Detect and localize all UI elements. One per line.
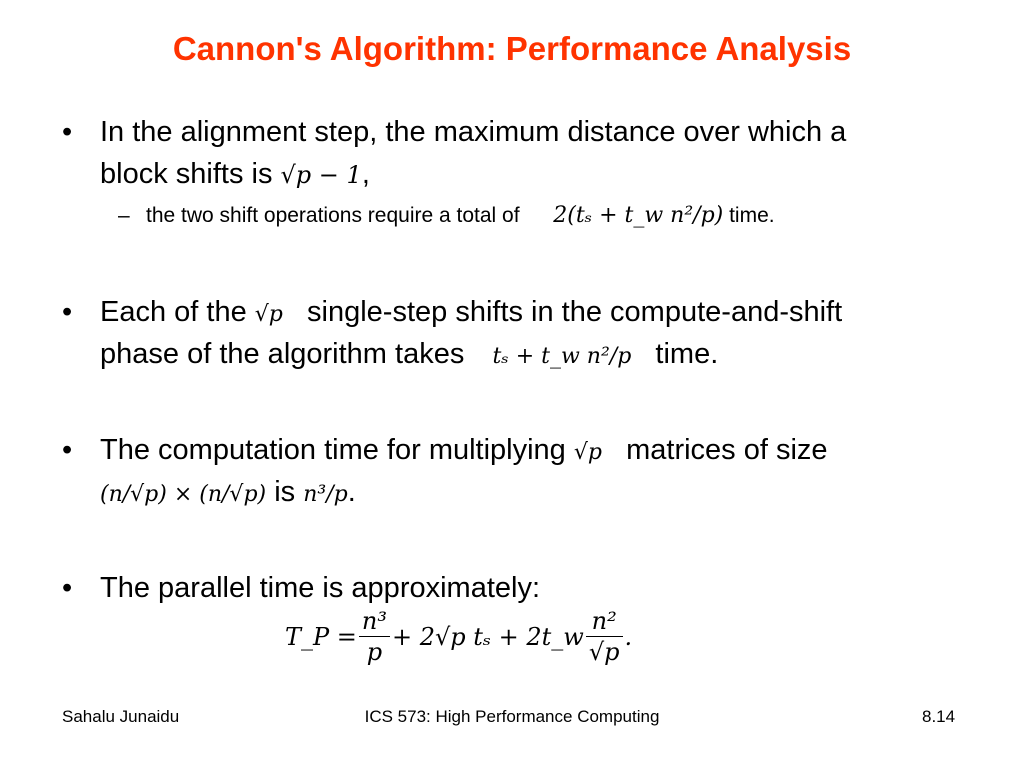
bullet-2-line-1-prefix: Each of the (100, 296, 247, 328)
bullet-2-line-1 (100, 292, 842, 335)
footer-course: ICS 573: High Performance Computing (364, 707, 660, 726)
bullet-3-line-2 (100, 472, 356, 515)
fraction-n3-over-p (359, 606, 390, 667)
fraction-n2-over-sqrt-p (586, 606, 623, 667)
equation-middle-terms: + 2√p tₛ + 2t_w (391, 622, 584, 651)
bullet-1-line-2 (100, 154, 370, 195)
shift-cost-formula: 2(tₛ + t_w n²/p) (553, 203, 724, 228)
sub-bullet-1-suffix: time. (729, 204, 775, 227)
sqrt-p-minus-1-formula: √p − 1 (280, 161, 362, 189)
parallel-time-equation (285, 606, 632, 667)
bullet-marker: • (62, 116, 73, 148)
bullet-3-line-2-period: . (347, 476, 356, 508)
bullet-1-line-1: In the alignment step, the maximum distance over which a (100, 116, 847, 148)
bullet-3-line-2-is: is (274, 476, 296, 508)
footer-author: Sahalu Junaidu (62, 707, 180, 726)
bullet-1-line-2-comma: , (361, 158, 370, 190)
computation-time-formula: n³/p (303, 482, 348, 507)
bullet-3-line-1-suffix: matrices of size (626, 434, 828, 466)
matrix-size-formula: (n/√p) × (n/√p) (100, 482, 267, 507)
sub-bullet-1 (146, 202, 775, 230)
fraction-numerator: n³ (359, 606, 390, 637)
fraction-denominator: p (366, 638, 383, 666)
bullet-2-line-2 (100, 334, 718, 377)
bullet-3-line-1-prefix: The computation time for multiplying (100, 434, 566, 466)
bullet-4-line-1: The parallel time is approximately: (100, 572, 541, 604)
bullet-marker: • (62, 434, 73, 466)
bullet-marker: • (62, 572, 73, 604)
fraction-denominator: √p (588, 638, 620, 666)
bullet-marker: • (62, 296, 73, 328)
sub-bullet-1-text: the two shift operations require a total of (146, 204, 520, 227)
bullet-2-line-1-suffix: single-step shifts in the compute-and-shift (307, 296, 843, 328)
sqrt-p-formula: √p (573, 440, 602, 465)
slide-title: Cannon's Algorithm: Performance Analysis (172, 30, 852, 67)
sub-bullet-dash: – (118, 204, 130, 227)
bullet-1-line-2-text: block shifts is (100, 158, 273, 190)
sqrt-p-formula: √p (254, 302, 283, 327)
footer-slide-number: 8.14 (922, 707, 956, 726)
fraction-numerator: n² (586, 606, 623, 637)
bullet-3-line-1 (100, 430, 828, 473)
equation-lhs: T_P = (285, 622, 357, 651)
bullet-2-line-2-suffix: time. (655, 338, 719, 370)
single-shift-cost-formula: tₛ + t_w n²/p (492, 344, 632, 369)
bullet-2-line-2-prefix: phase of the algorithm takes (100, 338, 465, 370)
equation-end: . (624, 622, 633, 651)
